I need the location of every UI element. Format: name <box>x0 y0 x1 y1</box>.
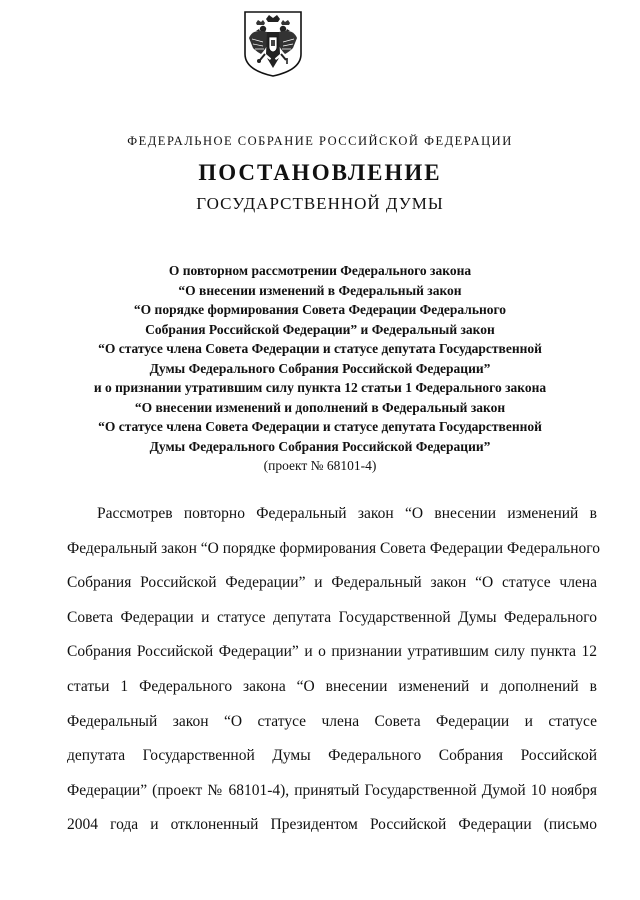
body-line: Федеральный закон “О статусе члена Совета Федерации и статусе <box>67 712 597 730</box>
body-line: Рассмотрев повторно Федеральный закон “О внесении изменений в <box>97 505 597 522</box>
title-line: “О внесении изменений в Федеральный закон <box>178 282 462 298</box>
title-line: “О статусе члена Совета Федерации и статусе депутата Государственной <box>98 341 542 356</box>
title-line: Думы Федерального Собрания Российской Федерации” <box>149 438 491 454</box>
title-line: “О внесении изменений и дополнений в Федеральный закон <box>134 399 506 415</box>
title-line: Собрания Российской Федерации” и Федеральный закон <box>145 321 495 337</box>
body-line: Федеральный закон “О порядке формирования Совета Федерации Федерального <box>67 539 600 557</box>
body-line: Собрания Российской Федерации” и о признании утратившим силу пункта 12 <box>67 643 597 661</box>
resolution-title <box>0 261 640 476</box>
issuing-body: ГОСУДАРСТВЕННОЙ ДУМЫ <box>196 194 444 213</box>
body-line: статьи 1 Федерального закона “О внесении изменений и дополнений в <box>67 677 597 695</box>
body-line: Федерации” (проект № 68101-4), принятый Государственной Думой 10 ноября <box>67 781 597 799</box>
title-line: “О статусе члена Совета Федерации и статусе депутата Государственной <box>98 419 542 434</box>
title-line: и о признании утратившим силу пункта 12 статьи 1 Федерального закона <box>93 380 547 395</box>
organization-name: ФЕДЕРАЛЬНОЕ СОБРАНИЕ РОССИЙСКОЙ ФЕДЕРАЦИИ <box>127 134 513 148</box>
body-line: 2004 года и отклоненный Президентом Российской Федерации (письмо <box>67 816 597 834</box>
body-line: Собрания Российской Федерации” и Федеральный закон “О статусе члена <box>67 574 597 592</box>
body-line: депутата Государственной Думы Федерального Собрания Российской <box>67 747 597 765</box>
document-type: ПОСТАНОВЛЕНИЕ <box>198 160 442 185</box>
body-line: Совета Федерации и статусе депутата Государственной Думы Федерального <box>67 608 597 626</box>
title-line: Думы Федерального Собрания Российской Федерации” <box>149 360 491 376</box>
title-line: О повторном рассмотрении Федерального закона <box>168 263 472 278</box>
body-paragraph <box>67 497 600 843</box>
coat-of-arms-icon <box>243 10 303 78</box>
title-line: “О порядке формирования Совета Федерации Федерального <box>133 302 507 317</box>
project-number: (проект № 68101-4) <box>263 458 377 473</box>
